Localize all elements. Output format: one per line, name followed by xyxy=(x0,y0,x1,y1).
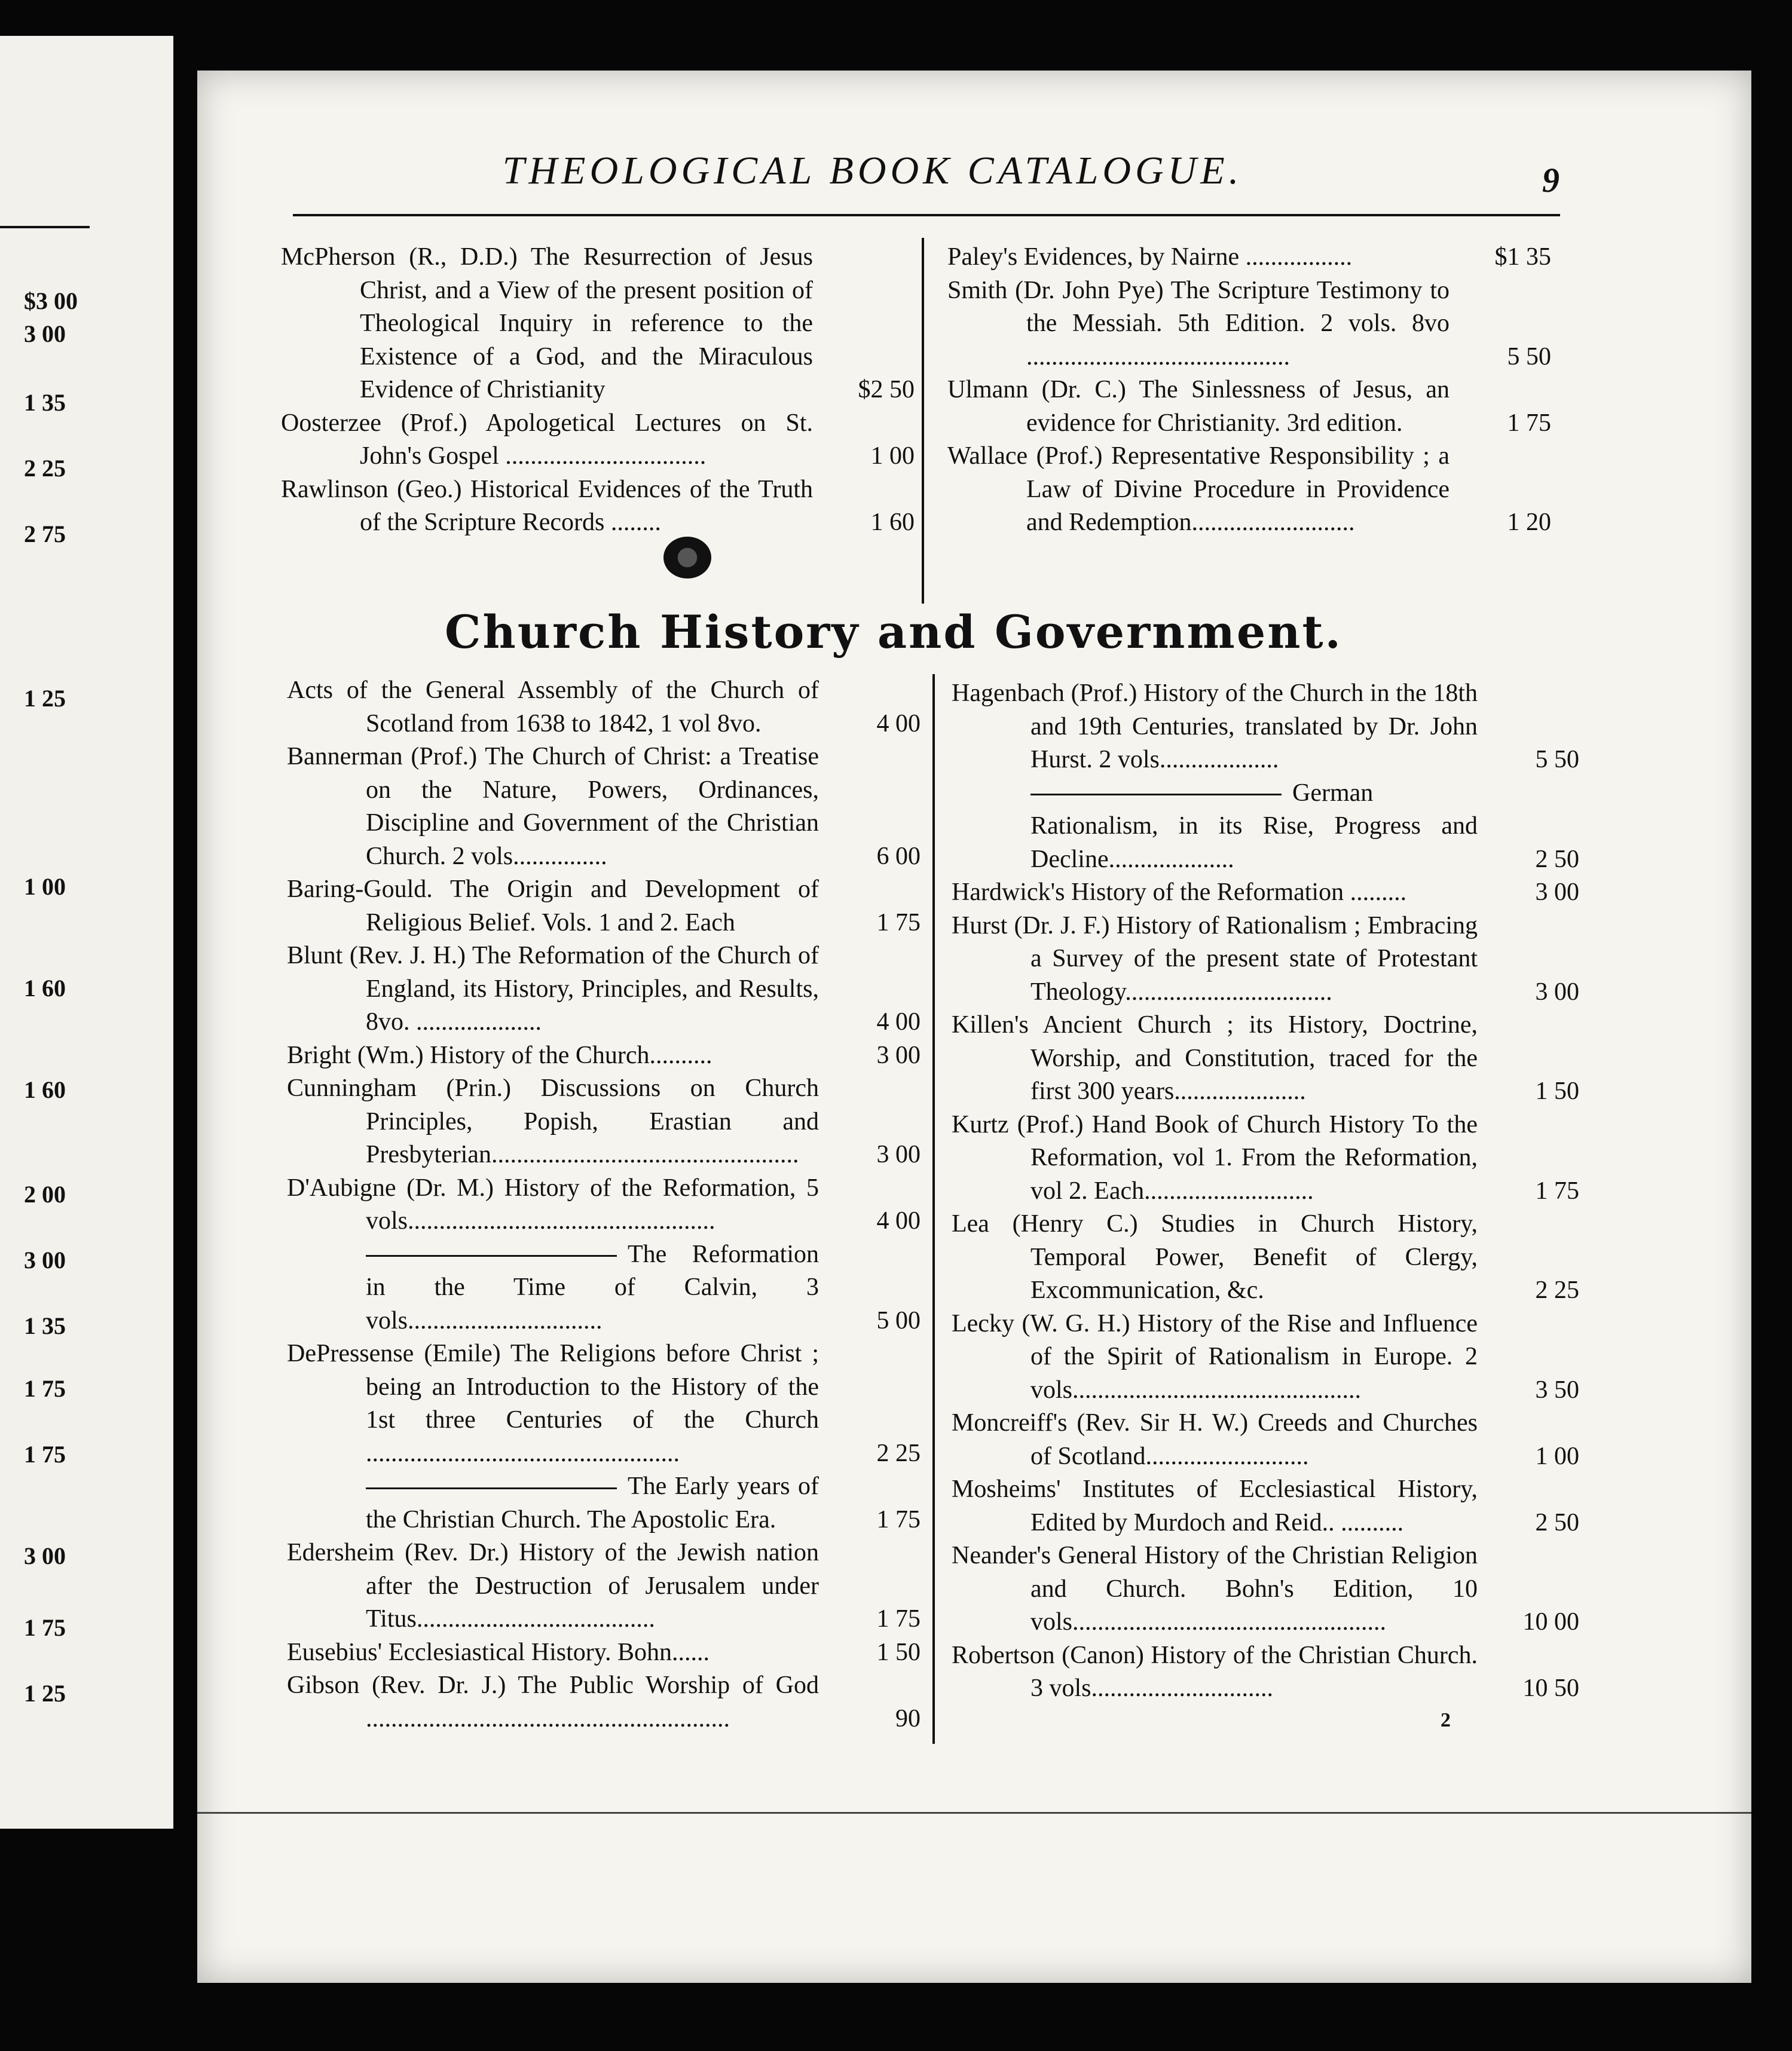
entry-price: 4 00 xyxy=(876,1207,921,1235)
entry-text: DePressense (Emile) The Religions before Christ ; being an Introduction to the History of the 1st three Centuries of the Church .................................................. xyxy=(287,1340,819,1467)
entry-text: Gibson (Rev. Dr. J.) The Public Worship of God .......................................................... xyxy=(287,1672,819,1732)
entry-text: Neander's General History of the Christian Religion and Church. Bohn's Edition, 10 vols.................................................. xyxy=(952,1542,1478,1636)
catalogue-entry xyxy=(287,674,921,740)
catalogue-entry xyxy=(281,241,915,407)
entry-text: Hagenbach (Prof.) History of the Church in the 18th and 19th Centuries, translated by Dr. John Hurst. 2 vols................... xyxy=(952,679,1478,773)
entry-price: 3 00 xyxy=(1535,978,1579,1006)
entry-price: 3 50 xyxy=(1535,1376,1579,1404)
entry-text: Kurtz (Prof.) Hand Book of Church History To the Reformation, vol 1. From the Reformation, vol 2. Each........................... xyxy=(952,1110,1478,1205)
entry-price: 1 75 xyxy=(1535,1177,1579,1205)
signature-mark: 2 xyxy=(1441,1709,1451,1731)
top-left-column xyxy=(281,241,915,540)
entry-price: 1 00 xyxy=(870,442,915,470)
entry-price: 5 50 xyxy=(1535,746,1579,773)
catalogue-entry xyxy=(952,910,1579,1009)
previous-page-price: 3 00 xyxy=(24,1542,66,1569)
entry-price: 2 25 xyxy=(876,1439,921,1467)
entry-text: Hurst (Dr. J. F.) History of Rationalism ; Embracing a Survey of the present state of Protestant Theology................................. xyxy=(952,911,1478,1006)
entry-price: 1 75 xyxy=(876,1505,921,1533)
entry-text: Eusebius' Ecclesiastical History. Bohn...... xyxy=(287,1638,710,1666)
entry-text: Edersheim (Rev. Dr.) History of the Jewish nation after the Destruction of Jerusalem under Titus...................................... xyxy=(287,1539,819,1633)
entry-price: 1 60 xyxy=(870,509,915,536)
entry-text: Bannerman (Prof.) The Church of Christ: a Treatise on the Nature, Powers, Ordinances, Discipline and Government of the Christian Church. 2 vols............... xyxy=(287,743,819,870)
entry-price: 1 75 xyxy=(876,1605,921,1633)
header-rule xyxy=(293,214,1560,216)
ink-blot xyxy=(663,537,711,578)
catalogue-entry xyxy=(287,1238,921,1338)
entry-text: Ulmann (Dr. C.) The Sinlessness of Jesus, an evidence for Christianity. 3rd edition. xyxy=(947,376,1449,437)
entry-text: Bright (Wm.) History of the Church.......... xyxy=(287,1041,712,1069)
entry-text: Hardwick's History of the Reformation ......... xyxy=(952,878,1407,906)
previous-page-rule xyxy=(0,226,90,228)
entry-text: McPherson (R., D.D.) The Resurrection of Jesus Christ, and a View of the present position of Theological Inquiry in reference to the Existence of a God, and the Miraculous Evidence of Christianity xyxy=(281,243,813,403)
entry-text: Wallace (Prof.) Representative Responsibility ; a Law of Divine Procedure in Providence and Redemption.......................... xyxy=(947,442,1449,536)
entry-price: 1 75 xyxy=(876,908,921,936)
catalogue-entry xyxy=(952,1308,1579,1407)
catalogue-entry xyxy=(287,1536,921,1636)
entry-text: Rawlinson (Geo.) Historical Evidences of the Truth of the Scripture Records ........ xyxy=(281,475,813,536)
previous-page-price: 1 60 xyxy=(24,975,66,1002)
catalogue-entry xyxy=(287,1669,921,1735)
catalogue-entry xyxy=(952,1407,1579,1473)
previous-page-price: 2 00 xyxy=(24,1181,66,1208)
entry-price: 90 xyxy=(895,1704,921,1732)
entry-text: D'Aubigne (Dr. M.) History of the Reformation, 5 vols................................................. xyxy=(287,1174,819,1235)
previous-page-price: 1 25 xyxy=(24,685,66,712)
entry-text: Robertson (Canon) History of the Christian Church. 3 vols............................. xyxy=(952,1641,1478,1702)
previous-page-price: 1 75 xyxy=(24,1441,66,1468)
church-column-divider xyxy=(932,674,935,1744)
entry-text: The Early years of the Christian Church. The Apostolic Era. xyxy=(287,1470,819,1536)
entry-text: Blunt (Rev. J. H.) The Reformation of the Church of England, its History, Principles, and Results, 8vo. .................... xyxy=(287,942,819,1036)
church-left-column xyxy=(287,674,921,1735)
entry-price: 10 00 xyxy=(1522,1608,1579,1636)
previous-page-price: 2 75 xyxy=(24,521,66,547)
previous-page-price: 1 25 xyxy=(24,1680,66,1707)
catalogue-entry xyxy=(287,939,921,1039)
previous-page-price: 3 00 xyxy=(24,320,66,347)
previous-page-price: 1 35 xyxy=(24,1312,66,1339)
previous-page-price: 1 75 xyxy=(24,1614,66,1641)
catalogue-entry xyxy=(287,740,921,873)
catalogue-entry xyxy=(952,876,1579,910)
catalogue-entry xyxy=(952,1009,1579,1109)
entry-text: Baring-Gould. The Origin and Development of Religious Belief. Vols. 1 and 2. Each xyxy=(287,875,819,936)
section-title: Church History and Government. xyxy=(444,605,1343,659)
entry-price: 2 25 xyxy=(1535,1276,1579,1304)
entry-text: German Rationalism, in its Rise, Progress and Decline.................... xyxy=(952,777,1478,877)
catalogue-entry xyxy=(952,1208,1579,1308)
previous-page-price: $3 00 xyxy=(24,287,78,314)
catalogue-entry xyxy=(287,1337,921,1470)
previous-page-price: 1 35 xyxy=(24,389,66,416)
previous-page-price: 1 00 xyxy=(24,873,66,900)
entry-text: Killen's Ancient Church ; its History, Doctrine, Worship, and Constitution, traced for the first 300 years..................... xyxy=(952,1011,1478,1105)
previous-page-price: 2 25 xyxy=(24,455,66,482)
bottom-rule xyxy=(197,1812,1751,1814)
previous-page-price: 3 00 xyxy=(24,1247,66,1274)
entry-text: Smith (Dr. John Pye) The Scripture Testimony to the Messiah. 5th Edition. 2 vols. 8vo .......................................... xyxy=(947,276,1449,371)
page-header-title: THEOLOGICAL BOOK CATALOGUE. xyxy=(502,149,1243,192)
entry-text: Acts of the General Assembly of the Church of Scotland from 1638 to 1842, 1 vol 8vo. xyxy=(287,676,819,737)
church-right-column xyxy=(952,677,1579,1706)
entry-price: 2 50 xyxy=(1535,845,1579,873)
entry-price: 6 00 xyxy=(876,842,921,870)
entry-price: 1 50 xyxy=(876,1638,921,1666)
entry-text: The Reformation in the Time of Calvin, 3 vols............................... xyxy=(287,1238,819,1338)
top-right-column xyxy=(947,241,1551,540)
catalogue-entry xyxy=(947,241,1551,274)
entry-price: 5 00 xyxy=(876,1306,921,1334)
entry-price: 1 20 xyxy=(1507,509,1551,536)
catalogue-entry xyxy=(947,440,1551,540)
catalogue-entry xyxy=(947,274,1551,374)
catalogue-entry xyxy=(952,777,1579,877)
entry-price: 1 00 xyxy=(1535,1442,1579,1470)
catalogue-entry xyxy=(952,677,1579,777)
entry-text: Cunningham (Prin.) Discussions on Church Principles, Popish, Erastian and Presbyterian................................................. xyxy=(287,1075,819,1168)
entry-price: 4 00 xyxy=(876,709,921,737)
catalogue-entry xyxy=(947,374,1551,440)
entry-price: $1 35 xyxy=(1494,243,1551,271)
entry-price: 3 00 xyxy=(1535,878,1579,906)
catalogue-entry xyxy=(281,407,915,473)
entry-price: $2 50 xyxy=(858,376,915,403)
entry-price: 10 50 xyxy=(1522,1675,1579,1702)
page-number: 9 xyxy=(1542,161,1559,200)
entry-text: Lecky (W. G. H.) History of the Rise and Influence of the Spirit of Rationalism in Europe. 2 vols.............................................. xyxy=(952,1309,1478,1404)
catalogue-entry xyxy=(952,1109,1579,1208)
catalogue-entry xyxy=(952,1639,1579,1706)
entry-text: Paley's Evidences, by Nairne ................. xyxy=(947,243,1353,271)
catalogue-page xyxy=(197,71,1751,1983)
entry-price: 1 75 xyxy=(1507,409,1551,437)
previous-page-margin xyxy=(0,36,173,1829)
entry-price: 4 00 xyxy=(876,1008,921,1036)
entry-price: 3 00 xyxy=(876,1141,921,1168)
catalogue-entry xyxy=(287,1072,921,1172)
catalogue-entry xyxy=(281,473,915,540)
entry-price: 2 50 xyxy=(1535,1508,1579,1536)
catalogue-entry xyxy=(952,1539,1579,1639)
entry-text: Lea (Henry C.) Studies in Church History, Temporal Power, Benefit of Clergy, Excommunication, &c. xyxy=(952,1210,1478,1304)
previous-page-price: 1 60 xyxy=(24,1076,66,1103)
entry-text: Oosterzee (Prof.) Apologetical Lectures on St. John's Gospel ................................ xyxy=(281,409,813,470)
entry-price: 5 50 xyxy=(1507,342,1551,371)
catalogue-entry xyxy=(287,1172,921,1238)
entry-text: Mosheims' Institutes of Ecclesiastical History, Edited by Murdoch and Reid.. .......... xyxy=(952,1476,1478,1536)
catalogue-entry xyxy=(287,873,921,939)
entry-price: 1 50 xyxy=(1535,1077,1579,1105)
entry-price: 3 00 xyxy=(876,1041,921,1069)
entry-text: Moncreiff's (Rev. Sir H. W.) Creeds and Churches of Scotland.......................... xyxy=(952,1409,1478,1470)
catalogue-entry xyxy=(287,1636,921,1670)
catalogue-entry xyxy=(952,1473,1579,1539)
catalogue-entry xyxy=(287,1470,921,1536)
top-column-divider xyxy=(922,238,924,604)
catalogue-entry xyxy=(287,1039,921,1073)
previous-page-price: 1 75 xyxy=(24,1375,66,1402)
